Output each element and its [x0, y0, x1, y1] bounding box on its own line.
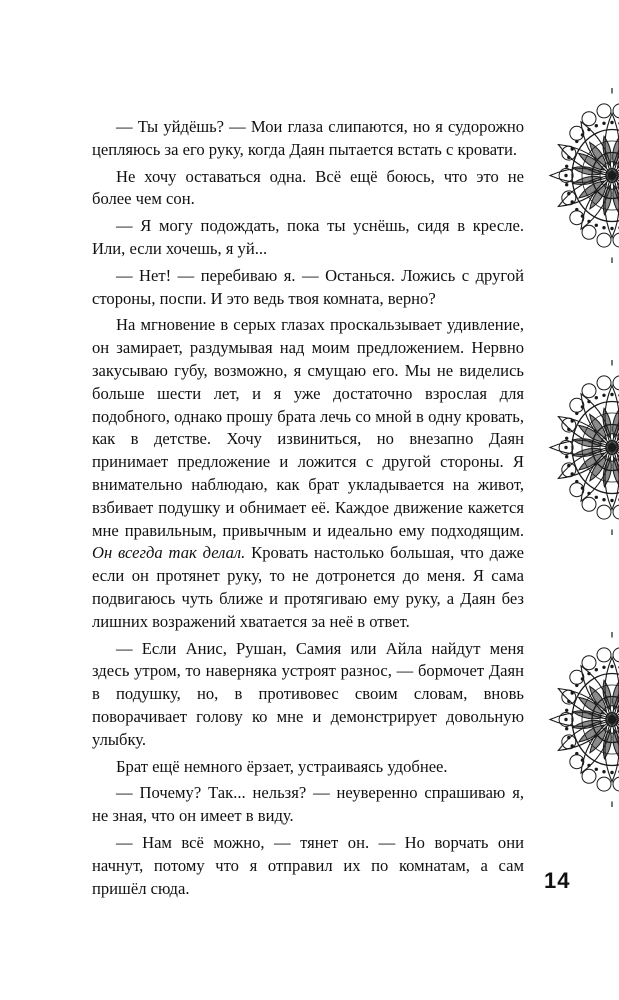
ornament-dot	[581, 134, 583, 136]
ornament-lace-loop	[597, 104, 611, 118]
paragraph	[92, 782, 524, 828]
mandala-ornament-graphic	[547, 360, 619, 535]
ornament-dot	[611, 665, 613, 667]
paragraph-text: — Я могу подождать, пока ты уснёшь, сидя в кресле. Или, если хочешь, я уй...	[92, 216, 524, 258]
ornament-dot	[588, 220, 590, 222]
paragraph	[92, 638, 524, 752]
ornament-lace-loop	[613, 777, 619, 791]
ornament-dot	[581, 406, 583, 408]
mandala-ornament-icon	[547, 632, 619, 807]
ornament-dot	[571, 473, 573, 475]
ornament-dot	[595, 224, 597, 226]
ornament-lace-loop	[613, 104, 619, 118]
ornament-dot	[576, 140, 578, 142]
paragraph	[92, 314, 524, 633]
paragraph-text: — Если Анис, Рушан, Самия или Айла найдут меня здесь утром, то наверняка устроят разнос, — бормочет Даян в подушку, но, в противовес своим словам, вновь поворачивает голову ко мне и демонстрирует довольную улыбку.	[92, 638, 524, 749]
paragraph-text: Брат ещё немного ёрзает, устраиваясь удобнее.	[116, 756, 448, 776]
ornament-dot	[566, 456, 568, 458]
ornament-dot	[576, 208, 578, 210]
ornament-dot	[581, 215, 583, 217]
mandala-ornament-icon	[547, 360, 619, 535]
ornament-dot	[611, 227, 613, 229]
ornament-dot	[603, 122, 605, 124]
ornament-dot	[603, 771, 605, 773]
ornament-dot	[571, 745, 573, 747]
ornament-center	[609, 445, 615, 451]
ornament-dot	[565, 446, 567, 448]
paragraph	[92, 166, 524, 212]
paragraph-text: На мгновение в серых глазах проскальзывает удивление, он замирает, раздумывая над моим предложением. Нервно закусываю губу, возможно, я смущаю его. Мы не виделись больше шести лет, и я уже достаточно взрослая для подобного, однако прошу брата лечь со мной в одну кровать, как в детстве. Хочу извиниться, но внезапно Даян принимает предложение и ложится с другой стороны. Я внимательно наблюдаю, как брат укладывается на живот, взбивает подушку и обнимает её. Каждое движение кажется мне правильным, привычным и идеально ему подходящим.	[92, 315, 524, 540]
text-column	[92, 116, 524, 904]
ornament-dot	[581, 759, 583, 761]
ornament-dot	[576, 480, 578, 482]
ornament-lace-loop	[613, 505, 619, 519]
ornament-dot	[588, 764, 590, 766]
ornament-dot	[566, 709, 568, 711]
ornament-dot	[568, 464, 570, 466]
ornament-dot	[566, 184, 568, 186]
ornament-lace-loop	[597, 505, 611, 519]
ornament-dot	[568, 156, 570, 158]
ornament-dot	[576, 752, 578, 754]
ornament-dot	[566, 728, 568, 730]
ornament-dot	[571, 692, 573, 694]
ornament-dot	[611, 393, 613, 395]
paragraph-text: — Ты уйдёшь? — Мои глаза слипаются, но я судорожно цепляюсь за его руку, когда Даян пытается встать с кровати.	[92, 117, 524, 159]
ornament-dot	[566, 437, 568, 439]
ornament-lace-loop	[613, 376, 619, 390]
ornament-dot	[568, 192, 570, 194]
ornament-dot	[568, 700, 570, 702]
ornament-dot	[565, 718, 567, 720]
ornament-dot	[566, 165, 568, 167]
page-number: 14	[544, 868, 571, 893]
ornament-dot	[611, 121, 613, 123]
paragraph	[92, 265, 524, 311]
ornament-dot	[595, 125, 597, 127]
ornament-dot	[565, 174, 567, 176]
ornament-dot	[568, 736, 570, 738]
ornament-lace-loop	[597, 648, 611, 662]
ornament-lace-loop	[613, 648, 619, 662]
mandala-ornament-icon	[547, 88, 619, 263]
paragraph-text: Не хочу оставаться одна. Всё ещё боюсь, что это не более чем сон.	[92, 166, 524, 209]
paragraph-text: — Нам всё можно, — тянет он. — Но ворчать они начнут, потому что я отправил их по комнатам, а сам пришёл сюда.	[92, 832, 524, 898]
ornament-dot	[603, 227, 605, 229]
ornament-dot	[611, 499, 613, 501]
ornament-lace-loop	[613, 233, 619, 247]
ornament-dot	[595, 496, 597, 498]
ornament-center	[609, 173, 615, 179]
ornament-dot	[571, 148, 573, 150]
ornament-dot	[603, 394, 605, 396]
paragraph	[92, 215, 524, 261]
paragraph-text: — Почему? Так... нельзя? — неуверенно спрашиваю я, не зная, что он имеет в виду.	[92, 783, 524, 826]
ornament-dot	[603, 666, 605, 668]
mandala-ornament-graphic	[547, 632, 619, 807]
ornament-dot	[581, 487, 583, 489]
paragraph-text: — Нет! — перебиваю я. — Останься. Ложись с другой стороны, поспи. И это ведь твоя комната, верно?	[92, 265, 524, 308]
ornament-dot	[595, 669, 597, 671]
ornament-dot	[588, 400, 590, 402]
paragraph	[92, 756, 524, 779]
paragraph	[92, 832, 524, 900]
ornament-dot	[588, 672, 590, 674]
ornament-lace-loop	[597, 233, 611, 247]
ornament-lace-loop	[597, 777, 611, 791]
ornament-dot	[571, 420, 573, 422]
ornament-dot	[588, 128, 590, 130]
ornament-dot	[571, 201, 573, 203]
ornament-dot	[595, 768, 597, 770]
ornament-dot	[576, 684, 578, 686]
ornament-dot	[611, 771, 613, 773]
ornament-dot	[568, 428, 570, 430]
ornament-dot	[588, 492, 590, 494]
paragraph-text: Кровать настолько большая, что даже если он протянет руку, то не дотронется до меня. Я сама подвигаюсь чуть ближе и протягиваю ему руку, а Даян без лишних возражений хватается за неё в ответ.	[92, 543, 525, 631]
ornament-dot	[595, 397, 597, 399]
mandala-ornament-graphic	[547, 88, 619, 263]
italic-phrase: Он всегда так делал.	[92, 543, 246, 563]
ornament-lace-loop	[597, 376, 611, 390]
ornament-dot	[576, 412, 578, 414]
ornament-dot	[603, 499, 605, 501]
paragraph	[92, 116, 524, 162]
ornament-dot	[581, 678, 583, 680]
ornament-center	[609, 717, 615, 723]
